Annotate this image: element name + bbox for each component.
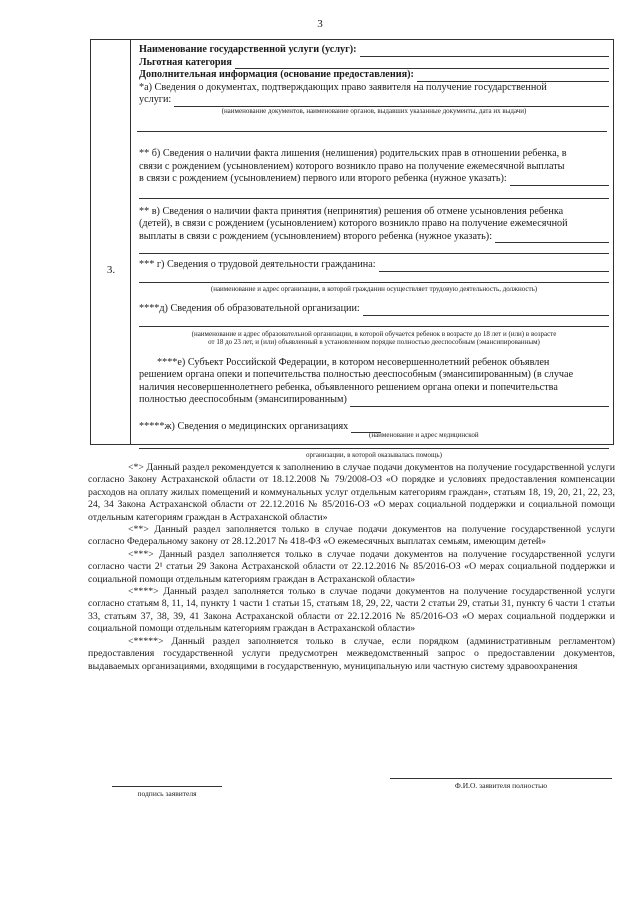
applicant-fullname-field[interactable]: [390, 778, 612, 790]
section-g-extra-line[interactable]: [139, 272, 609, 283]
section-a-line1: *а) Сведения о документах, подтверждающих право заявителя на получение государственной: [139, 81, 547, 93]
section-zh-field[interactable]: *****ж) Сведения о медицинских организациях: [139, 421, 609, 434]
row-number-cell: [91, 40, 131, 444]
benefit-category-field[interactable]: [139, 57, 609, 70]
section-zh-caption-2: организации, в которой оказывалась помощь): [306, 450, 442, 459]
section-b-line1: ** б) Сведения о наличии факта лишения (нелишения) родительских прав в отношении ребенка, в: [139, 148, 567, 159]
section-d-caption-1: (наименование и адрес образовательной организации, в которой обучается ребенок в возрасте до 18 лет и (или) в возрасте: [191, 329, 557, 338]
section-d-field[interactable]: ****д) Сведения об образовательной организации:: [139, 303, 609, 316]
section-a-extra-line[interactable]: [137, 115, 607, 132]
footnote-5: <*****> Данный раздел заполняется только в случае, если порядком (административным регламентом) предоставления государственной услуги предусмотрен межведомственный запрос о предоставлении документов, выдаваемых организациями, входящими в государственную, муниципальную или частную систему здравоохранения: [88, 635, 615, 672]
section-v-line1: ** в) Сведения о наличии факта принятия (непринятия) решения об отмене усыновления ребенка: [139, 205, 564, 217]
section-a-caption: (наименование документов, наименование органов, выдавших указанные документы, дата их выдачи): [221, 106, 527, 115]
form-content: [139, 44, 609, 459]
benefit-category-label: Льготная категория: [139, 56, 232, 68]
section-v-field[interactable]: выплаты в связи с рождением (усыновлением) второго ребенка (нужное указать):: [139, 231, 609, 244]
service-name-field[interactable]: [139, 44, 609, 57]
section-v-line2: (детей), в связи с рождением (усыновлением) которого возникло право на получение ежемесячной: [139, 218, 568, 229]
section-zh-caption-1: (наименование и адрес медицинской: [369, 431, 479, 439]
section-b-line2: связи с рождением (усыновлением) которого возникло право на получение ежемесячной выплаты: [139, 160, 565, 172]
service-name-label: Наименование государственной услуги (услуг):: [139, 44, 357, 55]
fullname-caption: Ф.И.О. заявителя полностью: [454, 781, 548, 790]
section-zh-extra-line[interactable]: [139, 440, 609, 449]
additional-info-label: Дополнительная информация (основание предоставления):: [139, 69, 414, 80]
footnotes: [88, 462, 615, 673]
page-number: 3: [317, 18, 323, 30]
section-g-caption: (наименование и адрес организации, в которой гражданин осуществляет трудовую деятельность, должность): [210, 284, 538, 293]
footnote-1: <*> Данный раздел рекомендуется к заполнению в случае подачи документов на получение государственной услуги согласно Закону Астраханской области от 18.12.2008 № 79/2008-ОЗ «О порядке и условиях предоставления компенсации расходов на оплату жилых помещений и коммунальных услуг отдельным категориям граждан», статьям 18, 19, 20, 21, 22, 23, 24, 34 Закона Астраханской области от 22.12.2016 № 85/2016-ОЗ «О мерах социальной поддержки и социальной помощи отдельным категориям граждан в Астраханской области»: [88, 462, 615, 523]
signature-caption: подпись заявителя: [137, 789, 197, 798]
section-g-field[interactable]: *** г) Сведения о трудовой деятельности гражданина:: [139, 259, 609, 272]
section-e-text: ****е) Субъект Российской Федерации, в котором несовершеннолетний ребенок объявлен решением органа опеки и попечительства полностью дееспособным (эмансипированным) (в случае наличия несовершеннолетнего ребенка, объявленного решением органа опеки и попечительства: [139, 356, 574, 393]
section-d-extra-line[interactable]: [139, 316, 609, 327]
applicant-signature-field[interactable]: [112, 778, 222, 798]
footnote-3: <***> Данный раздел заполняется только в случае подачи документов на получение государственной услуги согласно части 2¹ статьи 29 Закона Астраханской области от 22.12.2016 № 85/2016-ОЗ «О мерах социальной поддержки и социальной помощи отдельным категориям граждан в Астраханской области»: [88, 548, 615, 585]
section-v-extra-line[interactable]: [139, 243, 609, 254]
row-number: 3.: [106, 264, 116, 276]
section-a-field[interactable]: услуги:: [139, 94, 609, 107]
section-b-extra-line[interactable]: [139, 186, 609, 199]
footnote-2: <**> Данный раздел заполняется только в случае подачи документов на получение государственной услуги согласно Федеральному закону от 28.12.2017 № 418-ФЗ «О ежемесячных выплатах семьям, имеющим детей»: [88, 524, 615, 548]
section-b-field[interactable]: в связи с рождением (усыновлением) первого или второго ребенка (нужное указать):: [139, 173, 609, 186]
footnote-4: <****> Данный раздел заполняется только в случае подачи документов на получение государственной услуги согласно статьям 8, 11, 14, пункту 1 части 1 статьи 15, статьям 18, 29, 22, части 2 статьи 29, статьи 31, пункту 6 части 1 статьи 33, статьям 37, 38, 39, 41 Закона Астраханской области от 22.12.2016 № 85/2016-ОЗ «О мерах социальной поддержки и социальной помощи отдельным категориям граждан в Астраханской области»: [88, 586, 615, 635]
section-e-field[interactable]: полностью дееспособным (эмансипированным): [139, 394, 609, 407]
form-table: [90, 39, 614, 459]
additional-info-field[interactable]: [139, 69, 609, 82]
section-d-caption-2: от 18 до 23 лет, и (или) объявленный в установленном порядке полностью дееспособным (эмансипированным): [208, 338, 540, 346]
